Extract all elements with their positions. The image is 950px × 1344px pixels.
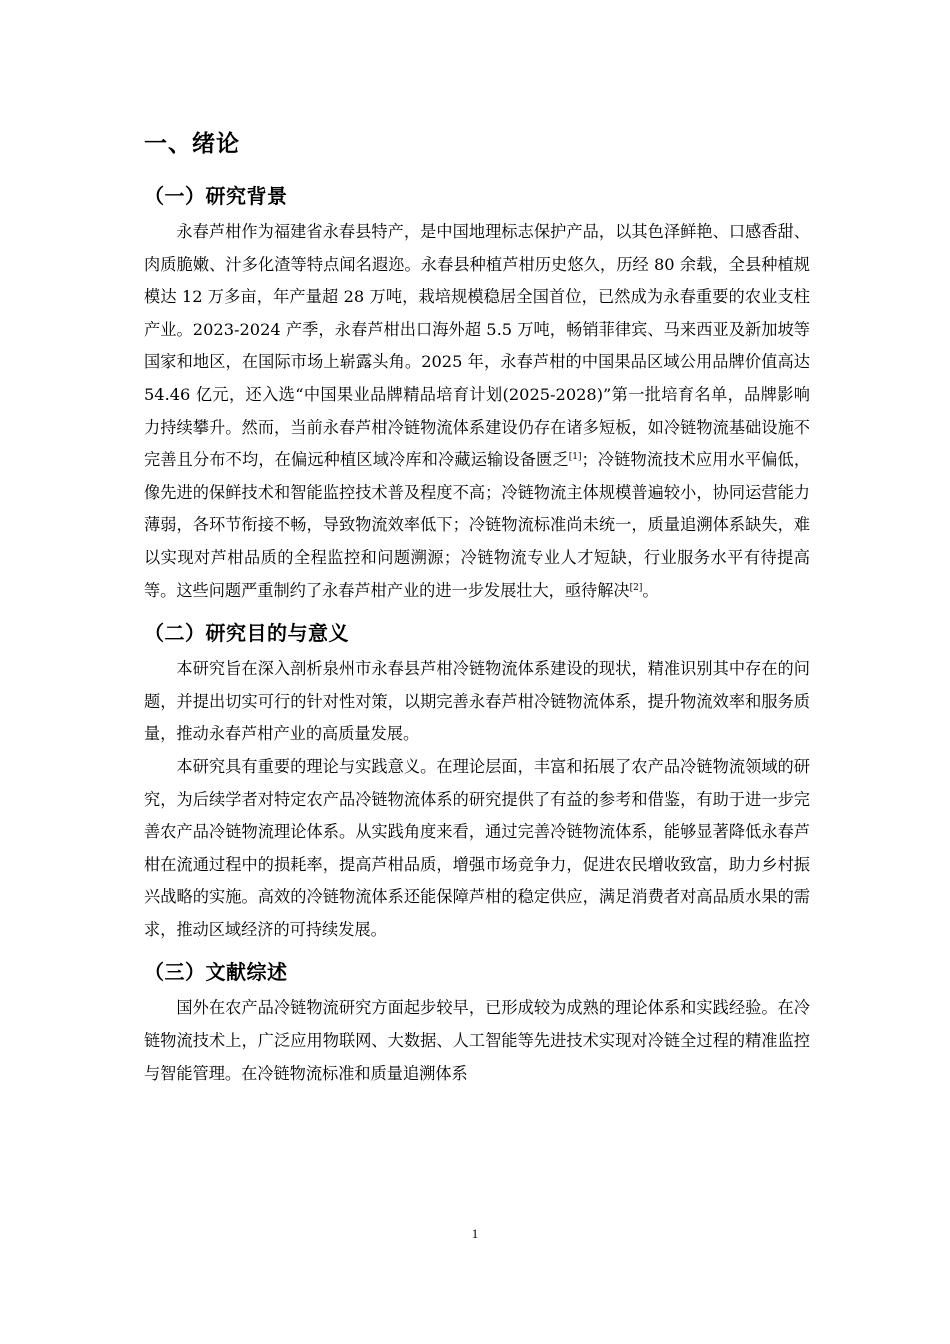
citation-1: [1] (568, 452, 582, 463)
section-heading-literature: （三）文献综述 (144, 960, 288, 985)
page-number: 1 (471, 1226, 479, 1241)
citation-2: [2] (629, 582, 643, 593)
paragraph-background (144, 216, 810, 607)
paragraph-text: 永春芦柑作为福建省永春县特产，是中国地理标志保护产品，以其色泽鲜艳、口感香甜、肉质脆嫩、汁多化渣等特点闻名遐迩。永春县种植芦柑历史悠久，历经 80 余载，全县种植规模达 12 万多亩，年产量超 28 万吨，栽培规模稳居全国首位，已然成为永春重要的农业支柱产业。2023-2024 产季，永春芦柑出口海外超 5.5 万吨，畅销菲律宾、马来西亚及新加坡等国家和地区，在国际市场上崭露头角。2025 年，永春芦柑的中国果品区域公用品牌价值高达 54.46 亿元，还入选“中国果业品牌精品培育计划(2025-2028)”第一批培育名单，品牌影响力持续攀升。然而，当前永春芦柑冷链物流体系建设仍存在诸多短板，如冷链物流基础设施不完善且分布不均，在偏远种植区域冷库和冷藏运输设备匮乏 (144, 222, 810, 470)
paragraph-significance: 本研究具有重要的理论与实践意义。在理论层面，丰富和拓展了农产品冷链物流领域的研究，为后续学者对特定农产品冷链物流体系的研究提供了有益的参考和借鉴，有助于进一步完善农产品冷链物流理论体系。从实践角度来看，通过完善冷链物流体系，能够显著降低永春芦柑在流通过程中的损耗率，提高芦柑品质，增强市场竞争力，促进农民增收致富，助力乡村振兴战略的实施。高效的冷链物流体系还能保障芦柑的稳定供应，满足消费者对高品质水果的需求，推动区域经济的可持续发展。 (144, 756, 810, 939)
paragraph-text: 。 (642, 580, 659, 600)
paragraph-text: ；冷链物流技术应用水平偏低，像先进的保鲜技术和智能监控技术普及程度不高；冷链物流主体规模普遍较小，协同运营能力薄弱，各环节衔接不畅，导致物流效率低下；冷链物流标准尚未统一，质量追溯体系缺失，难以实现对芦柑品质的全程监控和问题溯源；冷链物流专业人才短缺，行业服务水平有待提高等。这些问题严重制约了永春芦柑产业的进一步发展壮大，亟待解决 (144, 450, 811, 600)
section-heading-background: （一）研究背景 (144, 184, 288, 208)
paragraph-purpose: 本研究旨在深入剖析泉州市永春县芦柑冷链物流体系建设的现状，精准识别其中存在的问题，并提出切实可行的针对性对策，以期完善永春芦柑冷链物流体系，提升物流效率和服务质量，推动永春芦柑产业的高质量发展。 (144, 659, 810, 744)
paragraph-literature: 国外在农产品冷链物流研究方面起步较早，已形成较为成熟的理论体系和实践经验。在冷链物流技术上，广泛应用物联网、大数据、人工智能等先进技术实现对冷链全过程的精准监控与智能管理。在冷链物流标准和质量追溯体系 (144, 998, 810, 1083)
section-heading-purpose: （二）研究目的与意义 (144, 621, 349, 646)
chapter-title: 一、绪论 (144, 131, 240, 157)
document-page (144, 118, 810, 1090)
